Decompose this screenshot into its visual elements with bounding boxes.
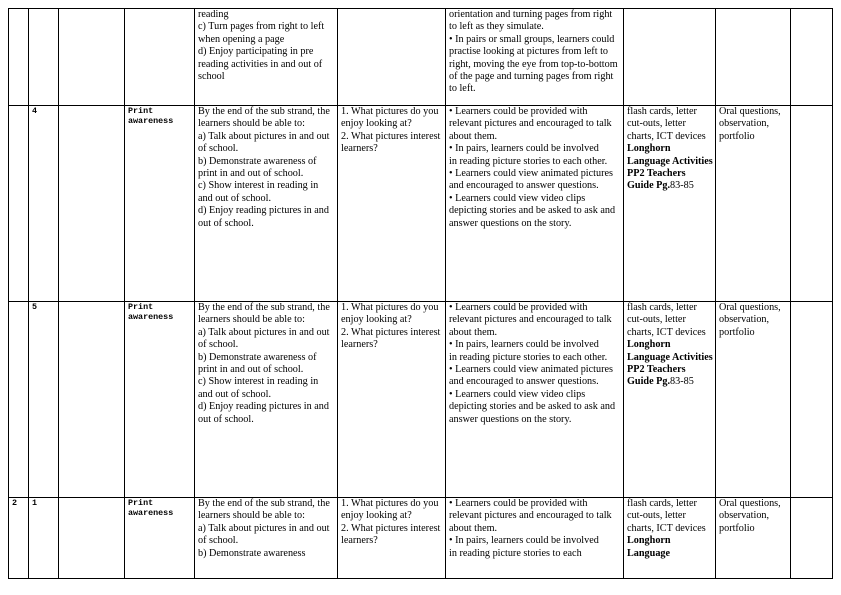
sub-strand-cell — [125, 9, 195, 106]
strand-cell — [59, 302, 125, 498]
remarks-cell — [791, 9, 833, 106]
strand-cell — [59, 498, 125, 579]
week-cell — [9, 106, 29, 302]
learning-outcomes-cell: By the end of the sub strand, the learners should be able to: a) Talk about pictures in and out of school. b) Demonstrate awareness of print in and out of school. c) Show interest in reading in and out of school. d) Enjoy reading pictures in and out of school. — [195, 106, 338, 302]
resources-pages: 83-85 — [670, 376, 694, 388]
learning-experiences-cell: • Learners could be provided with relevant pictures and encouraged to talk about them. • In pairs, learners could be involved in reading picture stories to each other. • Learners could view animated pictures and encouraged to answer questions. • Learners could view video clips depicting stories and be asked to ask and answer questions on the story. — [446, 106, 624, 302]
remarks-cell — [791, 302, 833, 498]
strand-cell — [59, 9, 125, 106]
resources-cell — [624, 302, 716, 498]
learning-experiences-cell: orientation and turning pages from right to left as they simulate. • In pairs or small groups, learners could practise looking at pictures from left to right, moving the eye from top-to-bottom of the page and turning pages from right to left. — [446, 9, 624, 106]
resources-reference: Longhorn Language Activities PP2 Teachers Guide Pg. — [627, 339, 713, 388]
table-row — [9, 106, 833, 302]
assessment-cell: Oral questions, observation, portfolio — [716, 302, 791, 498]
week-cell: 2 — [9, 498, 29, 579]
sub-strand-cell: Print awareness — [125, 302, 195, 498]
table-row — [9, 9, 833, 106]
resources-cell — [624, 106, 716, 302]
table-row — [9, 498, 833, 579]
assessment-cell — [716, 9, 791, 106]
learning-experiences-cell: • Learners could be provided with relevant pictures and encouraged to talk about them. • In pairs, learners could be involved in reading picture stories to each — [446, 498, 624, 579]
lesson-cell: 5 — [29, 302, 59, 498]
week-cell — [9, 9, 29, 106]
lesson-cell — [29, 9, 59, 106]
resources-pages: 83-85 — [670, 180, 694, 192]
key-inquiry-cell: 1. What pictures do you enjoy looking at? 2. What pictures interest learners? — [338, 302, 446, 498]
remarks-cell — [791, 106, 833, 302]
learning-outcomes-cell: By the end of the sub strand, the learners should be able to: a) Talk about pictures in and out of school. b) Demonstrate awareness of print in and out of school. c) Show interest in reading in and out of school. d) Enjoy reading pictures in and out of school. — [195, 302, 338, 498]
assessment-cell: Oral questions, observation, portfolio — [716, 106, 791, 302]
resources-reference: Longhorn Language — [627, 535, 671, 559]
strand-cell — [59, 106, 125, 302]
resources-text: flash cards, letter cut-outs, letter charts, ICT devices — [627, 498, 706, 534]
learning-outcomes-cell: reading c) Turn pages from right to left when opening a page d) Enjoy participating in pre reading activities in and out of school — [195, 9, 338, 106]
resources-text: flash cards, letter cut-outs, letter charts, ICT devices — [627, 106, 706, 142]
key-inquiry-cell: 1. What pictures do you enjoy looking at? 2. What pictures interest learners? — [338, 106, 446, 302]
key-inquiry-cell — [338, 9, 446, 106]
resources-text: flash cards, letter cut-outs, letter charts, ICT devices — [627, 302, 706, 338]
week-cell — [9, 302, 29, 498]
resources-reference: Longhorn Language Activities PP2 Teachers Guide Pg. — [627, 143, 713, 192]
sub-strand-cell: Print awareness — [125, 498, 195, 579]
scheme-of-work-table — [8, 8, 833, 579]
lesson-cell: 4 — [29, 106, 59, 302]
resources-cell — [624, 498, 716, 579]
table-row — [9, 302, 833, 498]
lesson-cell: 1 — [29, 498, 59, 579]
assessment-cell: Oral questions, observation, portfolio — [716, 498, 791, 579]
learning-experiences-cell: • Learners could be provided with relevant pictures and encouraged to talk about them. • In pairs, learners could be involved in reading picture stories to each other. • Learners could view animated pictures and encouraged to answer questions. • Learners could view video clips depicting stories and be asked to ask and answer questions on the story. — [446, 302, 624, 498]
key-inquiry-cell: 1. What pictures do you enjoy looking at? 2. What pictures interest learners? — [338, 498, 446, 579]
learning-outcomes-cell: By the end of the sub strand, the learners should be able to: a) Talk about pictures in and out of school. b) Demonstrate awareness — [195, 498, 338, 579]
sub-strand-cell: Print awareness — [125, 106, 195, 302]
resources-cell — [624, 9, 716, 106]
remarks-cell — [791, 498, 833, 579]
